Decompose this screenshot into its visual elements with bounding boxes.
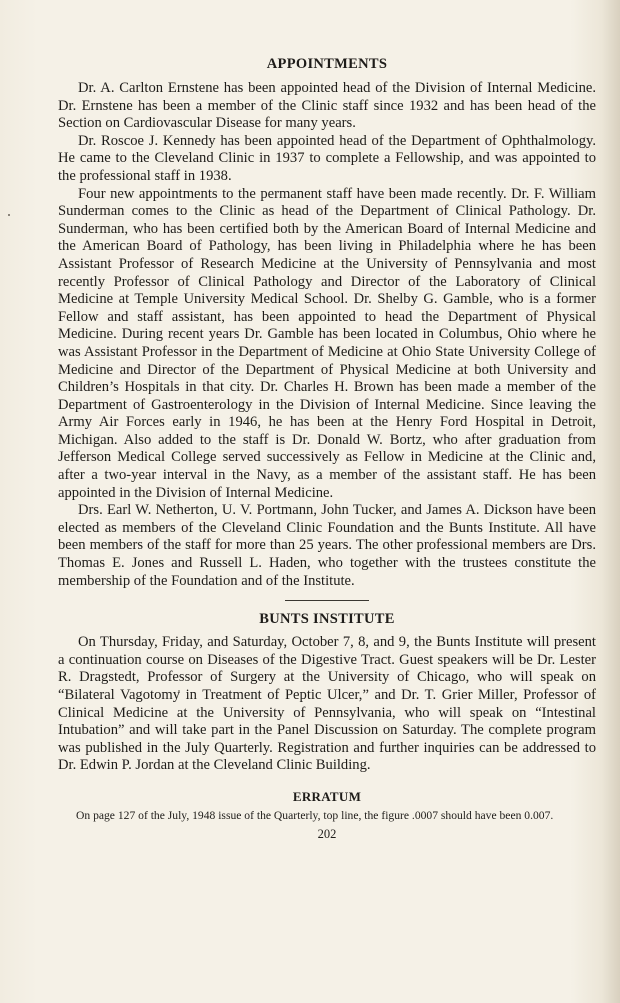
appointments-paragraph-1: Dr. A. Carlton Ernstene has been appointed head of the Division of Internal Medicine. Dr. Ernstene has been a member of the Clinic staff since 1932 and has been head of the Section on Cardiovascular Disease for many years. — [58, 80, 596, 132]
appointments-paragraph-3: Four new appointments to the permanent staff have been made recently. Dr. F. William Sunderman comes to the Clinic as head of the Department of Clinical Pathology. Dr. Sunderman, who has been certified both by the American Board of Internal Medicine and the American Board of Pathology, has been living in Philadelphia where he has been Assistant Professor of Research Medicine at the University of Pennsylvania and most recently Professor of Clinical Pathology and Director of the Laboratory of Clinical Medicine at Temple University Medical School. Dr. Shelby G. Gamble, who is a former Fellow and staff assistant, has been appointed to head the Department of Physical Medicine. During recent years Dr. Gamble has been located in Columbus, Ohio where he was Assistant Professor in the Department of Medicine at Ohio State University College of Medicine and Director of the Department of Physical Medicine at both University and Children’s Hospitals in that city. Dr. Charles H. Brown has been made a member of the Department of Gastroenterology in the Division of Internal Medicine. Since leaving the Army Air Forces early in 1946, he has been at the Henry Ford Hospital in Detroit, Michigan. Also added to the staff is Dr. Donald W. Bortz, who after graduation from Jefferson Medical College served successively as Fellow in Medicine at the Clinic and, after a two-year interval in the Navy, as a member of the assistant staff. He has been appointed in the Division of Internal Medicine. — [58, 185, 596, 501]
page-number: 202 — [317, 827, 337, 842]
erratum-section — [58, 789, 596, 823]
appointments-paragraph-2: Dr. Roscoe J. Kennedy has been appointed head of the Department of Ophthalmology. He came to the Cleveland Clinic in 1937 to complete a Fellowship, and was appointed to the professional staff in 1938. — [58, 132, 596, 184]
bunts-institute-paragraph: On Thursday, Friday, and Saturday, October 7, 8, and 9, the Bunts Institute will present a continuation course on Diseases of the Digestive Tract. Guest speakers will be Dr. Lester R. Dragstedt, Professor of Surgery at the University of Chicago, who will speak on “Bilateral Vagotomy in Treatment of Peptic Ulcer,” and Dr. T. Grier Miller, Professor of Clinical Medicine at the University of Pennsylvania, who will speak on “Intestinal Intubation” and will take part in the Panel Discussion on Saturday. The complete program was published in the July Quarterly. Registration and further inquiries can be addressed to Dr. Edwin P. Jordan at the Cleveland Clinic Building. — [58, 634, 596, 774]
appointments-paragraph-4: Drs. Earl W. Netherton, U. V. Portmann, John Tucker, and James A. Dickson have been elected as members of the Cleveland Clinic Foundation and the Bunts Institute. All have been members of the staff for more than 25 years. The other professional members are Drs. Thomas E. Jones and Russell L. Haden, who together with the trustees constitute the membership of the Foundation and of the Institute. — [58, 502, 596, 589]
erratum-heading: ERRATUM — [292, 788, 362, 804]
appointments-heading: APPOINTMENTS — [266, 56, 388, 72]
bunts-institute-section — [58, 611, 596, 775]
appointments-section — [58, 56, 596, 590]
section-divider — [285, 600, 369, 601]
margin-speck — [8, 214, 10, 216]
bunts-institute-heading: BUNTS INSTITUTE — [259, 611, 395, 628]
text-column — [58, 56, 596, 842]
erratum-text: On page 127 of the July, 1948 issue of the Quarterly, top line, the figure .0007 should have been 0.007. — [76, 808, 554, 822]
